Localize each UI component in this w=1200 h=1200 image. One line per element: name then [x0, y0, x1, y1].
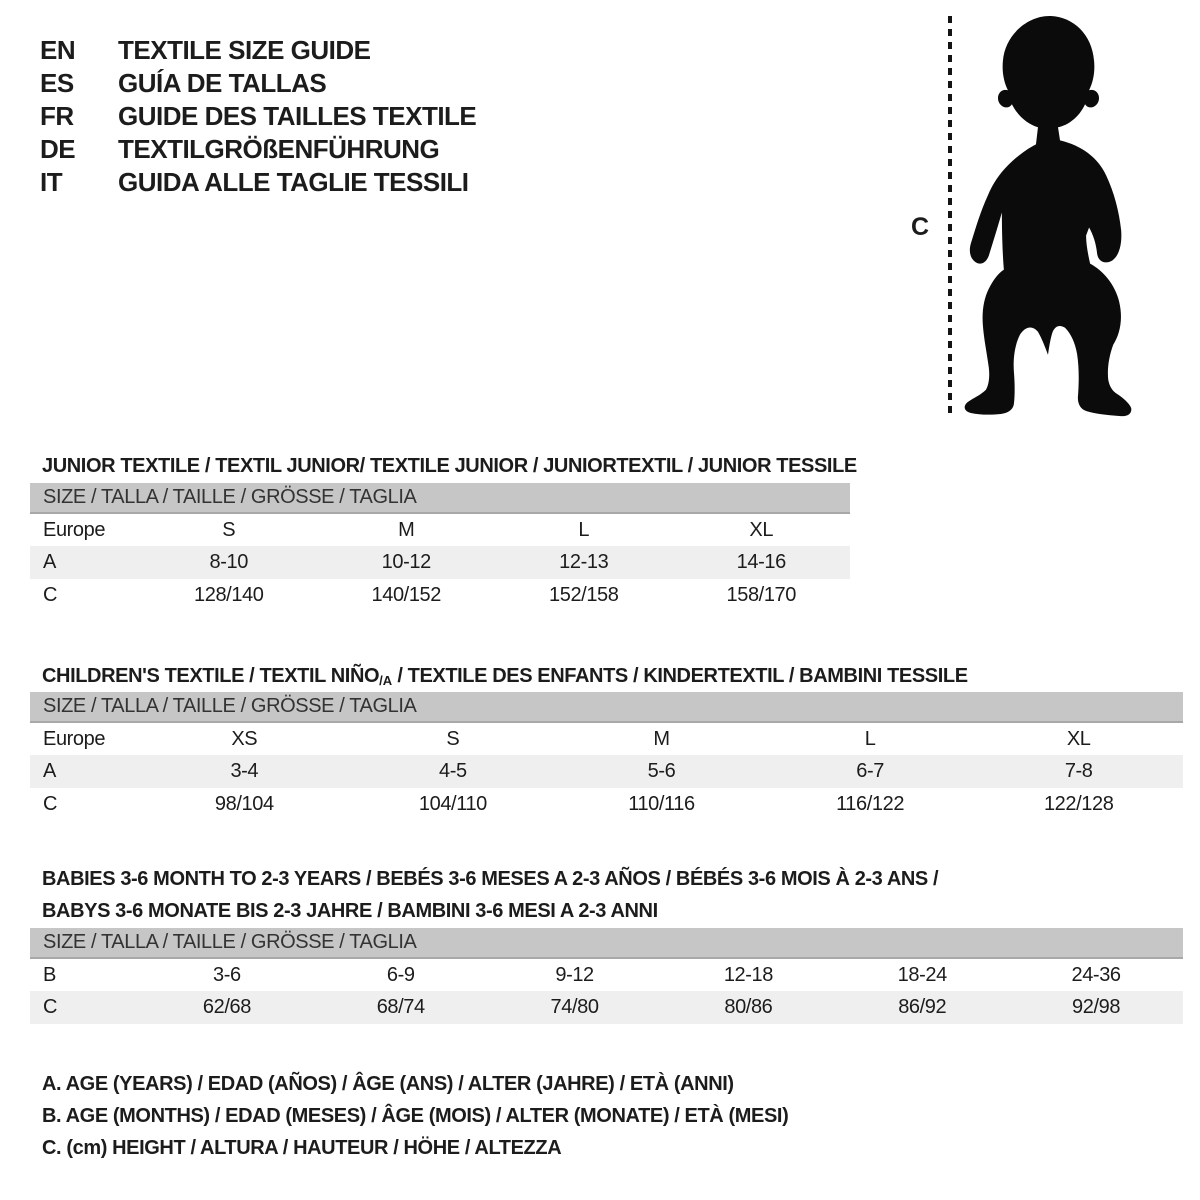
lang-code: DE — [40, 134, 76, 164]
size-cell: XS — [231, 727, 258, 750]
row-label: B — [43, 963, 56, 986]
value-cell: 62/68 — [140, 991, 314, 1024]
value-cell: 104/110 — [418, 793, 487, 815]
table-row-height — [30, 579, 850, 612]
value-cell: 24-36 — [1071, 963, 1121, 986]
table-row-height — [30, 788, 1183, 821]
value-cell: 12-13 — [495, 546, 673, 579]
table-row-height — [30, 991, 1183, 1024]
size-cell: XL — [1066, 727, 1091, 750]
value-cell: 5-6 — [557, 755, 766, 788]
value-cell: 8-10 — [140, 546, 318, 579]
title-text: CHILDREN'S TEXTILE / TEXTIL NIÑO — [42, 664, 380, 687]
height-measure-label: C — [911, 213, 930, 241]
value-cell: 3-4 — [140, 755, 349, 788]
lang-code: EN — [40, 35, 76, 65]
table-row-age — [30, 755, 1183, 788]
value-cell: 92/98 — [1009, 991, 1183, 1024]
height-measure-dashed-line — [948, 16, 952, 418]
lang-row-es — [40, 67, 476, 100]
section-title-children — [42, 665, 968, 689]
size-header-row — [30, 483, 850, 513]
value-cell: 80/86 — [661, 991, 835, 1024]
lang-row-it — [40, 166, 476, 199]
table-row-age — [30, 546, 850, 579]
legend-line-a: A. AGE (YEARS) / EDAD (AÑOS) / ÂGE (ANS) / ALTER (JAHRE) / ETÀ (ANNI) — [42, 1073, 734, 1095]
row-label: C — [43, 793, 58, 815]
value-cell: 14-16 — [673, 546, 851, 579]
table-row-europe — [30, 513, 850, 546]
language-title-block — [40, 34, 476, 199]
lang-row-de — [40, 133, 476, 166]
value-cell: 110/116 — [628, 793, 695, 815]
value-cell: 7-8 — [974, 755, 1183, 788]
section-title-junior: JUNIOR TEXTILE / TEXTIL JUNIOR/ TEXTILE JUNIOR / JUNIORTEXTIL / JUNIOR TESSILE — [42, 454, 857, 477]
row-label: A — [30, 546, 140, 579]
value-cell: 152/158 — [549, 584, 619, 606]
title-line: BABIES 3-6 MONTH TO 2-3 YEARS / BEBÉS 3-6 MESES A 2-3 AÑOS / BÉBÉS 3-6 MOIS À 2-3 ANS / — [42, 867, 939, 890]
lang-title: GUÍA DE TALLAS — [118, 68, 327, 98]
size-header-row — [30, 928, 1183, 958]
row-label: Europe — [43, 518, 106, 541]
value-cell: 68/74 — [314, 991, 488, 1024]
value-cell: 116/122 — [836, 793, 905, 815]
title-text: / TEXTILE DES ENFANTS / KINDERTEXTIL / BAMBINI TESSILE — [392, 664, 968, 687]
value-cell: 9-12 — [555, 963, 594, 986]
size-header-cell: SIZE / TALLA / TAILLE / GRÖSSE / TAGLIA — [30, 928, 1183, 958]
size-cell: S — [446, 727, 460, 750]
value-cell: 4-5 — [349, 755, 558, 788]
table-row-months — [30, 958, 1183, 991]
size-cell: S — [222, 518, 236, 541]
title-subscript: /A — [379, 672, 393, 688]
value-cell: 122/128 — [1043, 793, 1114, 815]
table-row-europe — [30, 722, 1183, 755]
lang-title: GUIDE DES TAILLES TEXTILE — [118, 101, 477, 131]
value-cell: 18-24 — [897, 963, 947, 986]
lang-title: GUIDA ALLE TAGLIE TESSILI — [118, 167, 469, 197]
value-cell: 74/80 — [488, 991, 662, 1024]
value-cell: 12-18 — [723, 963, 773, 986]
row-label: A — [30, 755, 140, 788]
children-size-table — [30, 692, 1183, 821]
size-cell: L — [578, 518, 590, 541]
value-cell: 140/152 — [371, 584, 441, 606]
legend-line-c: C. (cm) HEIGHT / ALTURA / HAUTEUR / HÖHE / ALTEZZA — [42, 1137, 562, 1159]
babies-size-table — [30, 928, 1183, 1024]
value-cell: 128/140 — [194, 584, 264, 606]
size-header-row — [30, 692, 1183, 722]
value-cell: 158/170 — [726, 584, 796, 606]
legend-line-b: B. AGE (MONTHS) / EDAD (MESES) / ÂGE (MOIS) / ALTER (MONATE) / ETÀ (MESI) — [42, 1105, 789, 1127]
lang-code: ES — [40, 68, 74, 98]
lang-row-fr — [40, 100, 476, 133]
value-cell: 3-6 — [213, 963, 241, 986]
size-cell: L — [864, 727, 876, 750]
lang-title: TEXTILE SIZE GUIDE — [118, 35, 371, 65]
size-cell: M — [398, 518, 415, 541]
section-title-babies — [42, 863, 938, 927]
value-cell: 6-7 — [766, 755, 975, 788]
value-cell: 86/92 — [835, 991, 1009, 1024]
size-cell: M — [653, 727, 670, 750]
legend-block — [42, 1068, 788, 1164]
row-label: C — [30, 991, 140, 1024]
lang-row-en — [40, 34, 476, 67]
value-cell: 6-9 — [386, 963, 415, 986]
size-cell: XL — [749, 518, 774, 541]
value-cell: 98/104 — [214, 793, 274, 815]
row-label: C — [43, 584, 58, 606]
toddler-silhouette-image — [958, 12, 1146, 418]
junior-size-table — [30, 483, 850, 612]
size-header-cell: SIZE / TALLA / TAILLE / GRÖSSE / TAGLIA — [30, 692, 1183, 722]
row-label: Europe — [43, 727, 106, 750]
lang-code: IT — [40, 167, 63, 197]
lang-title: TEXTILGRÖßENFÜHRUNG — [118, 134, 440, 164]
value-cell: 10-12 — [318, 546, 496, 579]
title-line: BABYS 3-6 MONATE BIS 2-3 JAHRE / BAMBINI 3-6 MESI A 2-3 ANNI — [42, 899, 658, 922]
size-header-cell: SIZE / TALLA / TAILLE / GRÖSSE / TAGLIA — [30, 483, 850, 513]
lang-code: FR — [40, 101, 74, 131]
